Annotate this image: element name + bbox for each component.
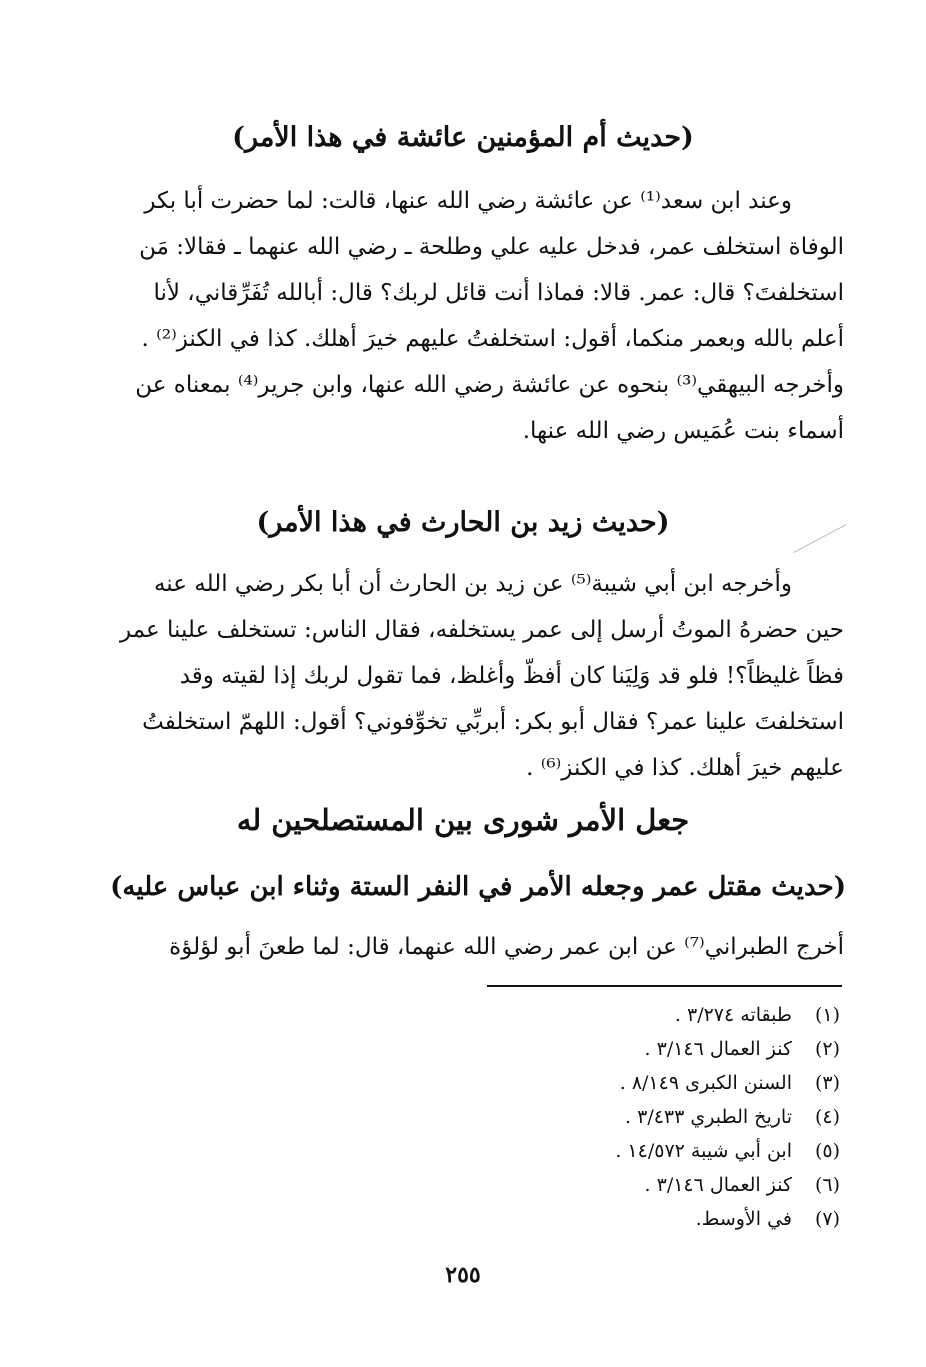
footnote-item <box>460 1202 840 1236</box>
text-line: استخلفتَ؟ قال: عمر. قالا: فماذا أنت قائل لربك؟ قال: أبالله تُفَرِّقاني، لأنا <box>153 280 844 306</box>
text-line: حين حضرهُ الموتُ أرسل إلى عمر يستخلفه، فقال الناس: تستخلف علينا عمر <box>120 617 844 643</box>
footnote-item <box>460 1100 840 1134</box>
footnote-text: كنز العمال ٣/١٤٦ . <box>644 1038 792 1060</box>
paragraph-zaid <box>82 561 844 791</box>
footnote-item <box>460 1066 840 1100</box>
footnote-number: (٤) <box>814 1106 840 1128</box>
footnote-text: السنن الكبرى ٨/١٤٩ . <box>619 1072 792 1094</box>
footnote-text: طبقاته ٣/٢٧٤ . <box>674 1004 792 1026</box>
footnote-text: تاريخ الطبري ٣/٤٣٣ . <box>625 1106 792 1128</box>
text-line: الوفاة استخلف عمر، فدخل عليه علي وطلحة ـ رضي الله عنهما ـ فقالا: مَن <box>139 234 844 260</box>
footnote-number: (٣) <box>814 1072 840 1094</box>
footnote-text: كنز العمال ٣/١٤٦ . <box>644 1174 792 1196</box>
text-line: عليهم خيرَ أهلك. كذا في الكنز⁽⁶⁾ . <box>526 755 844 781</box>
footnote-text: في الأوسط. <box>695 1208 792 1230</box>
paragraph-aisha <box>82 178 844 454</box>
footnote-item <box>460 1134 840 1168</box>
text-line: وأخرجه البيهقي⁽³⁾ بنحوه عن عائشة رضي الله عنها، وابن جرير⁽⁴⁾ بمعناه عن <box>135 372 844 398</box>
text-line: أسماء بنت عُمَيس رضي الله عنها. <box>522 418 844 444</box>
footnote-number: (٧) <box>814 1208 840 1230</box>
heading-umar: (حديث مقتل عمر وجعله الأمر في النفر الستة وثناء ابن عباس عليه) <box>110 872 846 902</box>
footnote-number: (٦) <box>814 1174 840 1196</box>
section-title: جعل الأمر شورى بين المستصلحين له <box>236 803 690 837</box>
text-line: وعند ابن سعد⁽¹⁾ عن عائشة رضي الله عنها، قالت: لما حضرت أبا بكر <box>144 188 792 214</box>
text-line: فظاً غليظاً؟! فلو قد وَلِيَنا كان أفظّ وأغلظ، فما تقول لربك إذا لقيته وقد <box>179 663 844 689</box>
footnote-number: (١) <box>814 1004 840 1026</box>
text-line: استخلفتَ علينا عمر؟ فقال أبو بكر: أبربِّي تخوِّفوني؟ أقول: اللهمّ استخلفتُ <box>142 709 844 735</box>
text-line: أعلم بالله وبعمر منكما، أقول: استخلفتُ عليهم خيرَ أهلك. كذا في الكنز⁽²⁾ . <box>141 326 844 352</box>
footnote-number: (٥) <box>814 1140 840 1162</box>
text-line: وأخرجه ابن أبي شيبة⁽⁵⁾ عن زيد بن الحارث أن أبا بكر رضي الله عنه <box>153 571 792 597</box>
page-number: ٢٥٥ <box>445 1262 481 1288</box>
footnote-divider <box>487 985 842 987</box>
footnote-item <box>460 1168 840 1202</box>
heading-zaid: (حديث زيد بن الحارث في هذا الأمر) <box>256 507 670 538</box>
heading-aisha: (حديث أم المؤمنين عائشة في هذا الأمر) <box>232 122 694 153</box>
footnote-number: (٢) <box>814 1038 840 1060</box>
footnote-item <box>460 998 840 1032</box>
footnotes <box>460 998 840 1236</box>
text-line: أخرج الطبراني⁽⁷⁾ عن ابن عمر رضي الله عنهما، قال: لما طعنَ أبو لؤلؤة <box>169 934 844 960</box>
footnote-text: ابن أبي شيبة ١٤/٥٧٢ . <box>615 1140 792 1162</box>
footnote-item <box>460 1032 840 1066</box>
paragraph-umar <box>82 924 844 970</box>
